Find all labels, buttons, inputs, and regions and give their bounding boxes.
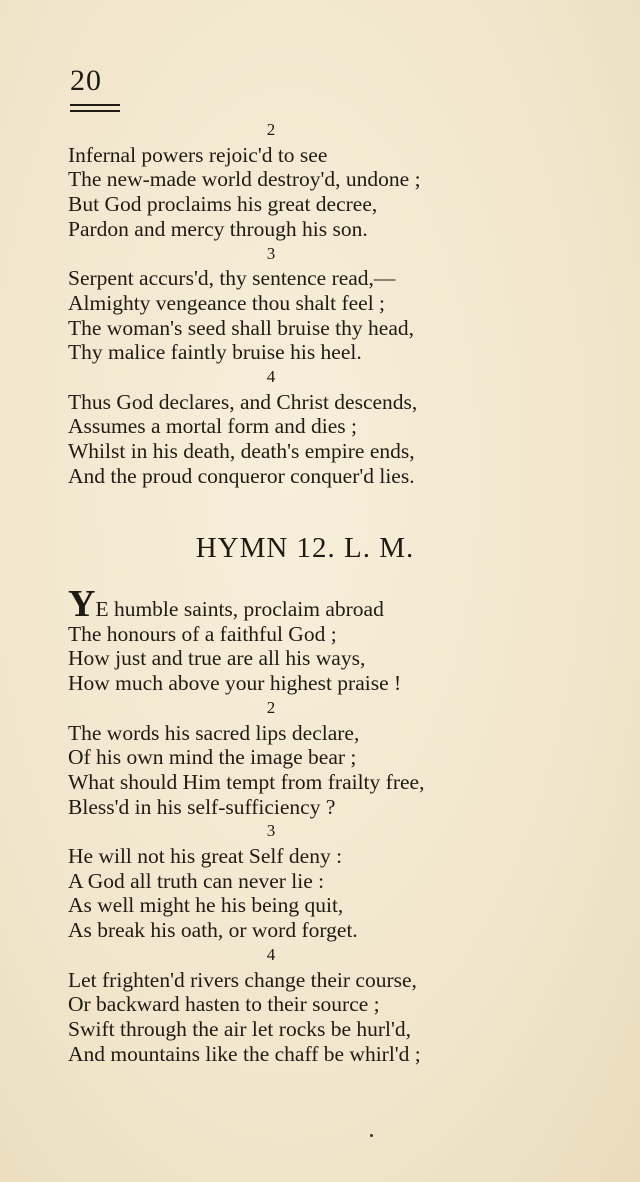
- header-rule: [70, 104, 120, 112]
- verse-line: And mountains like the chaff be whirl'd ;: [68, 1041, 421, 1066]
- verse-line: The woman's seed shall bruise thy head,: [68, 315, 414, 340]
- verse-line: Or backward hasten to their source ;: [68, 992, 380, 1017]
- drop-cap: Y: [68, 583, 96, 625]
- stanza-2: [68, 696, 508, 820]
- stanza-number: 3: [266, 243, 276, 263]
- first-line-rest: E humble saints, proclaim abroad: [95, 597, 384, 621]
- verse-line: As well might he his being quit,: [68, 893, 344, 918]
- verse-line: Thy malice faintly bruise his heel.: [68, 340, 362, 365]
- verse-line: Swift through the air let rocks be hurl'd,: [68, 1016, 412, 1041]
- verse-line: Almighty vengeance thou shalt feel ;: [68, 290, 386, 315]
- verse-line: Bless'd in his self-sufficiency ?: [68, 794, 336, 819]
- stanza-4: [68, 943, 508, 1067]
- verse-line: Serpent accurs'd, thy sentence read,—: [68, 266, 396, 291]
- stanza-number: 2: [266, 697, 276, 717]
- verse-line: He will not his great Self deny :: [68, 844, 343, 869]
- verse-line: The words his sacred lips declare,: [68, 720, 360, 745]
- hymn-title: HYMN 12. L. M.: [195, 532, 415, 564]
- stanza-3: [68, 819, 508, 943]
- stanza-number: 4: [266, 944, 276, 964]
- stanza-number: 2: [266, 120, 276, 139]
- stanza-number: 4: [266, 367, 276, 387]
- stanza-4: [68, 365, 508, 489]
- verse-line: Infernal powers rejoic'd to see: [68, 142, 328, 167]
- stanza-3: [68, 242, 508, 366]
- verse-line: The honours of a faithful God ;: [68, 621, 337, 646]
- verse-line: Pardon and mercy through his son.: [68, 216, 368, 241]
- verse-line: Whilst in his death, death's empire ends,: [68, 439, 415, 464]
- first-line: [68, 583, 508, 625]
- verse-line: What should Him tempt from frailty free,: [68, 769, 425, 794]
- page-number: 20: [70, 64, 102, 97]
- verse-line: But God proclaims his great decree,: [68, 192, 378, 217]
- verse-line: How just and true are all his ways,: [68, 646, 366, 671]
- stanza-number: 3: [266, 821, 276, 841]
- verse-line: The new-made world destroy'd, undone ;: [68, 167, 421, 192]
- verse-line: And the proud conqueror conquer'd lies.: [68, 463, 415, 488]
- verse-line: A God all truth can never lie :: [68, 868, 325, 893]
- verse-line: Of his own mind the image bear ;: [68, 745, 357, 770]
- ink-speck: [370, 1134, 373, 1137]
- verse-line: As break his oath, or word forget.: [68, 918, 358, 943]
- verse-line: How much above your highest praise !: [68, 671, 402, 696]
- hymn11-continuation: [68, 118, 508, 489]
- verse-line: Let frighten'd rivers change their course,: [68, 967, 417, 992]
- stanza-2: [68, 118, 508, 242]
- stanza-1: [68, 583, 508, 696]
- hymn12-body: [68, 583, 508, 1066]
- verse-line: Assumes a mortal form and dies ;: [68, 414, 358, 439]
- verse-line: Thus God declares, and Christ descends,: [68, 389, 418, 414]
